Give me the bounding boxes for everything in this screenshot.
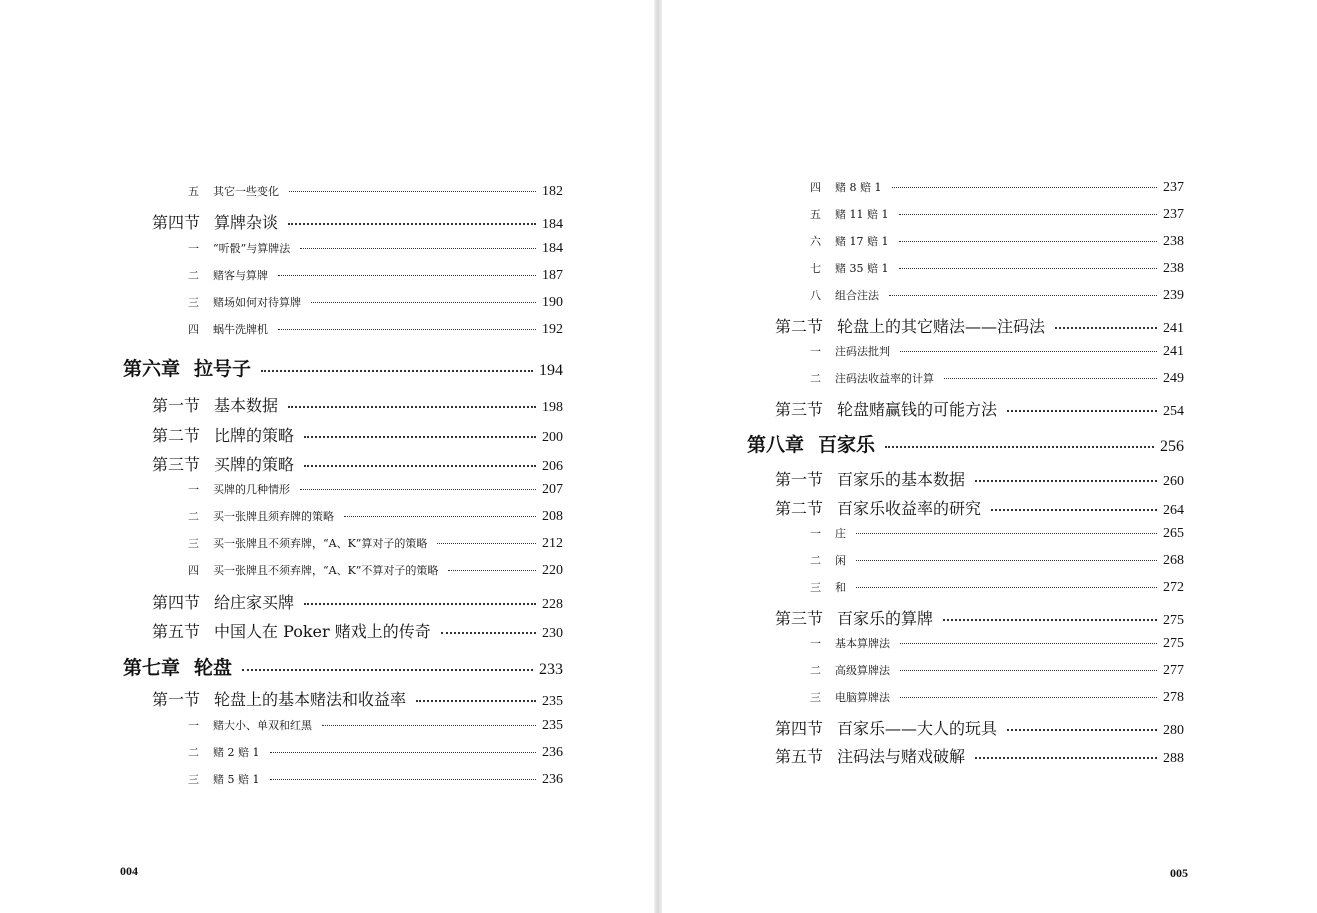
toc-entry-title: 轮盘上的基本赌法和收益率 xyxy=(214,690,407,709)
dot-leader xyxy=(289,191,536,192)
toc-entry-title: 赌大小、单双和红黑 xyxy=(213,719,312,732)
toc-entry-page: 194 xyxy=(539,362,563,379)
toc-entry-page: 254 xyxy=(1163,404,1184,419)
toc-entry-number: 第一节 xyxy=(152,690,201,709)
toc-entry xyxy=(810,689,1184,706)
toc-entry-number: 第三节 xyxy=(775,609,824,628)
toc-entry xyxy=(152,619,563,642)
toc-entry-page: 237 xyxy=(1163,207,1184,222)
toc-entry-number: 第七章 xyxy=(123,657,181,679)
toc-entry-page: 241 xyxy=(1163,321,1184,336)
toc-entry-title: 百家乐的基本数据 xyxy=(837,470,966,489)
toc-entry-number: 七 xyxy=(810,262,821,275)
toc-entry-title: 其它一些变化 xyxy=(213,185,279,198)
toc-entry-title: 赌 17 赔 1 xyxy=(835,235,889,248)
dot-leader xyxy=(889,295,1157,296)
toc-entry-title: 买一张牌且须弃牌的策略 xyxy=(213,510,334,523)
toc-entry-title: 给庄家买牌 xyxy=(214,593,295,612)
toc-entry-title: 蜗牛洗牌机 xyxy=(213,323,268,336)
toc-entry-title: 赌 8 赔 1 xyxy=(835,181,882,194)
toc-entry-number: 第二节 xyxy=(152,426,201,445)
toc-entry-page: 235 xyxy=(542,718,563,733)
dot-leader xyxy=(1055,327,1157,329)
toc-entry-page: 230 xyxy=(542,626,563,641)
toc-entry-title: 赌 5 赔 1 xyxy=(213,773,260,786)
dot-leader xyxy=(288,406,536,408)
toc-entry-title: 买一张牌且不须弃牌，“A、K”算对子的策略 xyxy=(213,537,428,550)
toc-entry-page: 278 xyxy=(1163,690,1184,705)
dot-leader xyxy=(1007,410,1157,412)
toc-entry-title: 注码法收益率的计算 xyxy=(835,372,934,385)
dot-leader xyxy=(885,446,1154,448)
dot-leader xyxy=(899,241,1158,242)
toc-entry-title: 注码法批判 xyxy=(835,345,890,358)
toc-entry xyxy=(810,552,1184,569)
toc-entry-number: 三 xyxy=(188,296,199,309)
toc-entry-number: 五 xyxy=(188,185,199,198)
toc-entry-page: 187 xyxy=(542,268,563,283)
toc-entry-title: 和 xyxy=(835,581,846,594)
dot-leader xyxy=(856,533,1157,534)
toc-entry-page: 272 xyxy=(1163,580,1184,595)
toc-entry-page: 265 xyxy=(1163,526,1184,541)
toc-entry-number: 四 xyxy=(810,181,821,194)
toc-entry-title: 轮盘 xyxy=(194,657,233,679)
toc-entry-number: 第五节 xyxy=(152,622,201,641)
dot-leader xyxy=(900,670,1157,671)
toc-entry-page: 249 xyxy=(1163,371,1184,386)
toc-entry-number: 一 xyxy=(810,637,821,650)
toc-entry xyxy=(123,653,563,680)
toc-entry-title: 高级算牌法 xyxy=(835,664,890,677)
toc-entry-number: 第四节 xyxy=(152,213,201,232)
dot-leader xyxy=(900,351,1157,352)
toc-entry-title: 注码法与赌戏破解 xyxy=(837,747,966,766)
toc-entry-page: 184 xyxy=(542,241,563,256)
toc-entry-title: 基本数据 xyxy=(214,396,279,415)
toc-entry-page: 238 xyxy=(1163,261,1184,276)
toc-entry xyxy=(810,370,1184,387)
toc-entry xyxy=(188,771,563,788)
toc-entry xyxy=(810,635,1184,652)
dot-leader xyxy=(300,248,536,249)
toc-entry xyxy=(188,508,563,525)
toc-entry-title: 赌 35 赔 1 xyxy=(835,262,889,275)
toc-entry xyxy=(810,260,1184,277)
toc-entry xyxy=(810,179,1184,196)
dot-leader xyxy=(270,779,537,780)
toc-entry xyxy=(152,210,563,233)
dot-leader xyxy=(944,378,1157,379)
right-page xyxy=(662,0,1317,913)
toc-entry-number: 三 xyxy=(810,691,821,704)
toc-entry-number: 八 xyxy=(810,289,821,302)
toc-entry-page: 238 xyxy=(1163,234,1184,249)
toc-entry-page: 233 xyxy=(539,661,563,678)
dot-leader xyxy=(892,187,1158,188)
toc-entry-page: 275 xyxy=(1163,613,1184,628)
toc-entry xyxy=(188,562,563,579)
dot-leader xyxy=(943,619,1157,621)
dot-leader xyxy=(900,697,1157,698)
toc-entry xyxy=(747,430,1184,457)
toc-entry-page: 239 xyxy=(1163,288,1184,303)
toc-entry-page: 206 xyxy=(542,459,563,474)
dot-leader xyxy=(300,489,536,490)
dot-leader xyxy=(437,543,536,544)
toc-entry xyxy=(188,717,563,734)
dot-leader xyxy=(899,214,1158,215)
toc-entry-page: 192 xyxy=(542,322,563,337)
toc-entry-number: 二 xyxy=(188,746,199,759)
toc-entry xyxy=(188,267,563,284)
dot-leader xyxy=(304,603,536,605)
toc-entry-page: 212 xyxy=(542,536,563,551)
left-page xyxy=(0,0,654,913)
toc-entry xyxy=(152,590,563,613)
toc-entry-page: 268 xyxy=(1163,553,1184,568)
toc-entry-title: 电脑算牌法 xyxy=(835,691,890,704)
toc-entry xyxy=(810,233,1184,250)
dot-leader xyxy=(288,223,536,225)
toc-entry-number: 二 xyxy=(188,510,199,523)
toc-entry-page: 241 xyxy=(1163,344,1184,359)
toc-entry-number: 五 xyxy=(810,208,821,221)
toc-entry xyxy=(188,240,563,257)
toc-entry xyxy=(152,393,563,416)
dot-leader xyxy=(900,643,1157,644)
page-number: 004 xyxy=(120,864,138,878)
toc-entry-title: 百家乐收益率的研究 xyxy=(837,499,982,518)
toc-entry-number: 第五节 xyxy=(775,747,824,766)
toc-entry-page: 264 xyxy=(1163,503,1184,518)
toc-entry-page: 256 xyxy=(1160,438,1184,455)
toc-entry-title: 比牌的策略 xyxy=(214,426,295,445)
toc-entry-title: 百家乐 xyxy=(818,434,876,456)
toc-entry-title: 百家乐的算牌 xyxy=(837,609,934,628)
dot-leader xyxy=(448,570,536,571)
dot-leader xyxy=(416,700,536,702)
toc-entry-number: 二 xyxy=(810,554,821,567)
toc-entry-number: 第三节 xyxy=(775,400,824,419)
toc-entry-number: 二 xyxy=(188,269,199,282)
toc-entry-number: 第一节 xyxy=(152,396,201,415)
toc-entry xyxy=(188,183,563,200)
toc-entry-page: 280 xyxy=(1163,723,1184,738)
toc-entry xyxy=(775,467,1184,490)
toc-entry-number: 第四节 xyxy=(775,719,824,738)
toc-entry xyxy=(188,321,563,338)
dot-leader xyxy=(975,480,1157,482)
toc-entry-title: 中国人在 Poker 赌戏上的传奇 xyxy=(214,622,431,641)
toc-entry-number: 二 xyxy=(810,372,821,385)
toc-entry-page: 200 xyxy=(542,430,563,445)
dot-leader xyxy=(304,465,536,467)
toc-entry xyxy=(810,343,1184,360)
toc-entry xyxy=(810,579,1184,596)
toc-entry-number: 三 xyxy=(810,581,821,594)
toc-entry-page: 220 xyxy=(542,563,563,578)
toc-entry-page: 228 xyxy=(542,597,563,612)
dot-leader xyxy=(304,436,536,438)
dot-leader xyxy=(278,275,536,276)
toc-entry-page: 190 xyxy=(542,295,563,310)
toc-entry-title: 买牌的几种情形 xyxy=(213,483,290,496)
toc-entry-number: 第八章 xyxy=(747,434,805,456)
toc-entry xyxy=(775,744,1184,767)
toc-entry-number: 第六章 xyxy=(123,358,181,380)
toc-entry-number: 三 xyxy=(188,537,199,550)
toc-entry-number: 第二节 xyxy=(775,317,824,336)
toc-entry-page: 277 xyxy=(1163,663,1184,678)
toc-entry-title: 赌场如何对待算牌 xyxy=(213,296,301,309)
toc-entry-number: 第一节 xyxy=(775,470,824,489)
toc-entry-title: 组合注法 xyxy=(835,289,879,302)
toc-entry-title: 算牌杂谈 xyxy=(214,213,279,232)
toc-entry-number: 第四节 xyxy=(152,593,201,612)
toc-entry xyxy=(775,496,1184,519)
toc-entry xyxy=(775,716,1184,739)
toc-entry-title: 闲 xyxy=(835,554,846,567)
dot-leader xyxy=(344,516,536,517)
dot-leader xyxy=(311,302,536,303)
toc-entry-page: 184 xyxy=(542,217,563,232)
toc-entry-number: 一 xyxy=(188,242,199,255)
toc-entry-title: 轮盘赌赢钱的可能方法 xyxy=(837,400,998,419)
toc-entry xyxy=(810,287,1184,304)
toc-entry-title: 庄 xyxy=(835,527,846,540)
toc-entry-number: 四 xyxy=(188,323,199,336)
dot-leader xyxy=(1007,729,1157,731)
toc-entry-page: 207 xyxy=(542,482,563,497)
toc-entry-title: “听骰”与算牌法 xyxy=(213,242,291,255)
dot-leader xyxy=(441,632,536,634)
dot-leader xyxy=(270,752,537,753)
toc-entry-number: 一 xyxy=(188,719,199,732)
toc-entry xyxy=(775,606,1184,629)
toc-entry-title: 赌 2 赔 1 xyxy=(213,746,260,759)
toc-entry xyxy=(152,423,563,446)
toc-entry-page: 236 xyxy=(542,745,563,760)
toc-entry-number: 二 xyxy=(810,664,821,677)
toc-entry-title: 买一张牌且不须弃牌，“A、K”不算对子的策略 xyxy=(213,564,439,577)
toc-entry-page: 275 xyxy=(1163,636,1184,651)
dot-leader xyxy=(278,329,536,330)
toc-entry-number: 第三节 xyxy=(152,455,201,474)
toc-entry xyxy=(152,452,563,475)
toc-entry-title: 赌 11 赔 1 xyxy=(835,208,889,221)
toc-entry-title: 拉号子 xyxy=(194,358,252,380)
toc-entry xyxy=(188,481,563,498)
toc-entry-title: 买牌的策略 xyxy=(214,455,295,474)
book-gutter xyxy=(654,0,662,913)
dot-leader xyxy=(242,669,533,671)
dot-leader xyxy=(261,370,533,372)
toc-entry xyxy=(810,525,1184,542)
toc-entry-page: 237 xyxy=(1163,180,1184,195)
toc-entry-title: 基本算牌法 xyxy=(835,637,890,650)
toc-entry-number: 一 xyxy=(810,527,821,540)
toc-entry-title: 赌客与算牌 xyxy=(213,269,268,282)
toc-entry-number: 三 xyxy=(188,773,199,786)
toc-entry-page: 198 xyxy=(542,400,563,415)
page-number: 005 xyxy=(1170,866,1188,880)
toc-entry-title: 百家乐——大人的玩具 xyxy=(837,719,998,738)
dot-leader xyxy=(856,587,1157,588)
toc-entry-title: 轮盘上的其它赌法——注码法 xyxy=(837,317,1046,336)
toc-entry xyxy=(188,294,563,311)
dot-leader xyxy=(322,725,536,726)
toc-entry-page: 235 xyxy=(542,694,563,709)
toc-entry-page: 208 xyxy=(542,509,563,524)
toc-entry-number: 六 xyxy=(810,235,821,248)
toc-entry xyxy=(152,687,563,710)
toc-entry xyxy=(775,397,1184,420)
dot-leader xyxy=(975,757,1157,759)
toc-entry-page: 182 xyxy=(542,184,563,199)
toc-entry-number: 一 xyxy=(188,483,199,496)
dot-leader xyxy=(899,268,1158,269)
toc-entry xyxy=(810,662,1184,679)
toc-entry xyxy=(775,314,1184,337)
toc-entry xyxy=(810,206,1184,223)
toc-entry xyxy=(188,535,563,552)
toc-entry-page: 260 xyxy=(1163,474,1184,489)
toc-entry-page: 288 xyxy=(1163,751,1184,766)
toc-entry-number: 四 xyxy=(188,564,199,577)
dot-leader xyxy=(856,560,1157,561)
toc-entry-number: 第二节 xyxy=(775,499,824,518)
toc-entry-page: 236 xyxy=(542,772,563,787)
toc-entry xyxy=(188,744,563,761)
toc-entry xyxy=(123,354,563,381)
toc-entry-number: 一 xyxy=(810,345,821,358)
dot-leader xyxy=(991,509,1157,511)
